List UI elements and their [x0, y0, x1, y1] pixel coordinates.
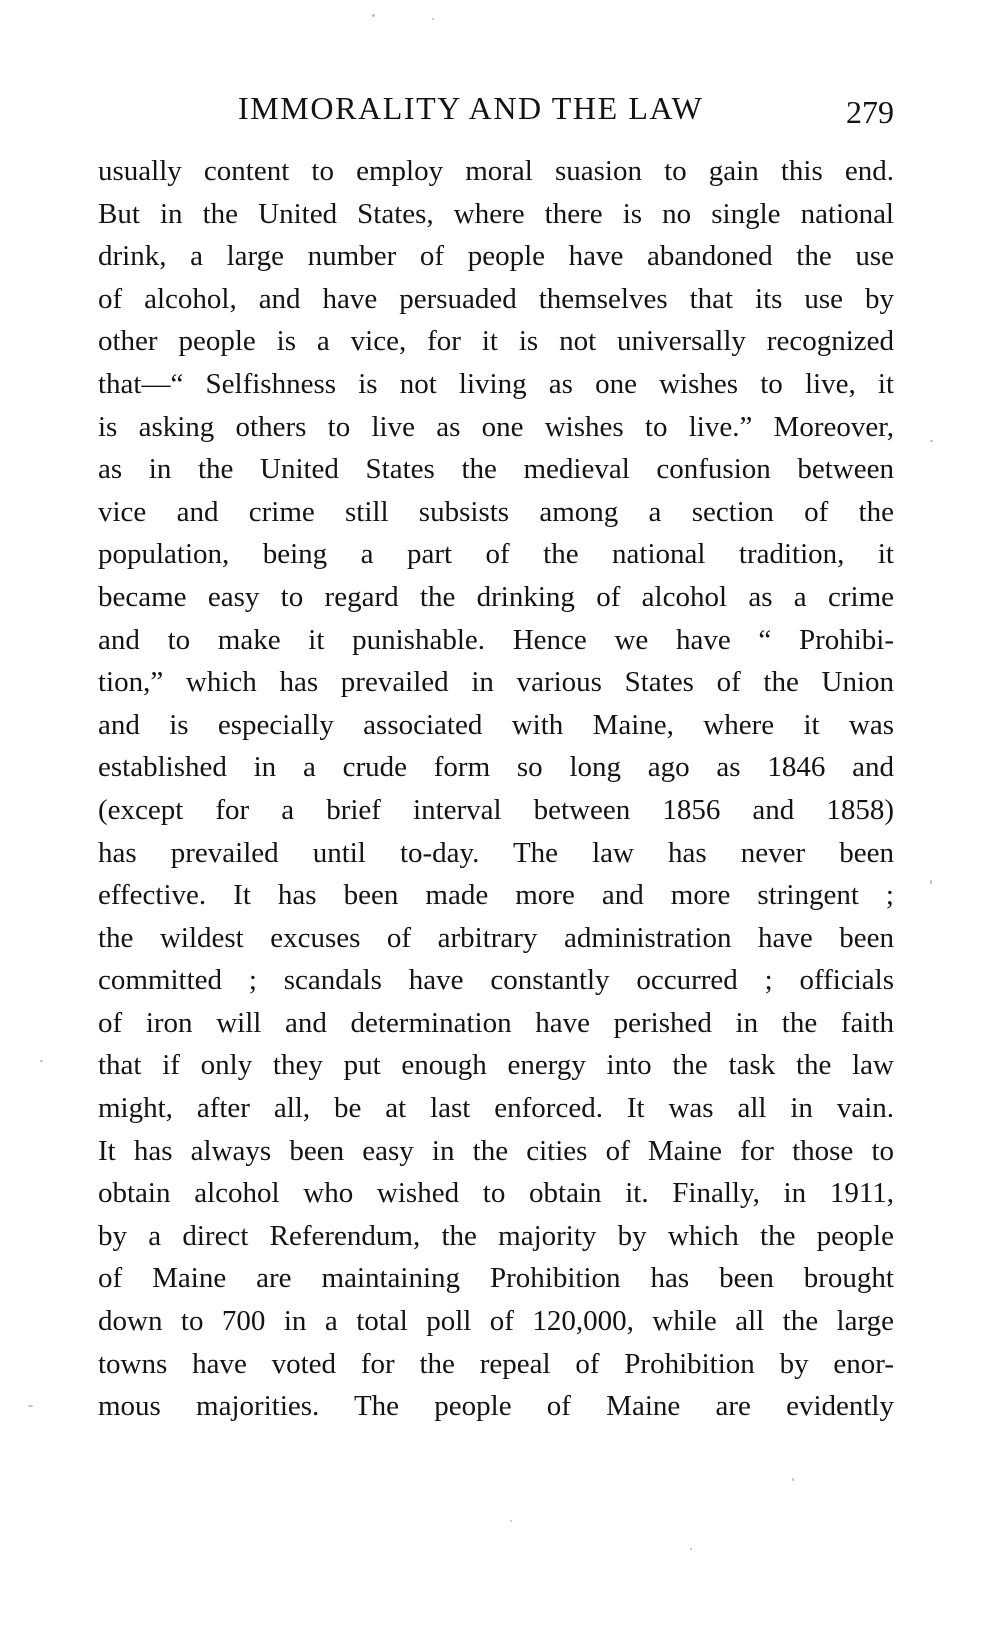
text-line: is asking others to live as one wishes to live.” Moreover, — [98, 410, 894, 443]
running-title: IMMORALITY AND THE LAW — [238, 90, 704, 126]
text-line: of alcohol, and have persuaded themselves that its use by — [98, 282, 894, 315]
text-line: But in the United States, where there is no single national — [98, 197, 894, 230]
text-line: that—“ Selfishness is not living as one wishes to live, it — [98, 367, 894, 400]
text-line: tion,” which has prevailed in various States of the Union — [98, 666, 894, 699]
text-line: It has always been easy in the cities of Maine for those to — [98, 1134, 894, 1167]
text-line: down to 700 in a total poll of 120,000, while all the large — [98, 1305, 894, 1338]
text-line: might, after all, be at last enforced. It was all in vain. — [98, 1092, 894, 1125]
text-line: of iron will and determination have perished in the faith — [98, 1006, 894, 1039]
text-line: obtain alcohol who wished to obtain it. Finally, in 1911, — [98, 1177, 894, 1210]
text-line: became easy to regard the drinking of alcohol as a crime — [98, 580, 894, 613]
text-line: (except for a brief interval between 1856 and 1858) — [98, 793, 894, 826]
body-text — [98, 150, 894, 1428]
text-line: of Maine are maintaining Prohibition has been brought — [98, 1262, 894, 1295]
scan-speck — [792, 1478, 794, 1481]
scan-speck — [930, 440, 933, 442]
text-line: drink, a large number of people have abandoned the use — [98, 240, 894, 273]
text-line: established in a crude form so long ago as 1846 and — [98, 751, 894, 784]
text-line: and is especially associated with Maine, where it was — [98, 708, 894, 741]
text-line: towns have voted for the repeal of Prohibition by enor- — [98, 1347, 894, 1380]
text-line: that if only they put enough energy into the task the law — [98, 1049, 894, 1082]
scan-speck — [40, 1060, 43, 1062]
text-line: other people is a vice, for it is not universally recognized — [98, 325, 894, 358]
text-line: and to make it punishable. Hence we have “ Prohibi- — [98, 623, 894, 656]
text-line: usually content to employ moral suasion to gain this end. — [98, 155, 894, 187]
scan-speck — [372, 14, 375, 17]
text-line: effective. It has been made more and more stringent ; — [98, 879, 894, 912]
scan-speck — [510, 1520, 512, 1522]
scan-speck — [690, 1548, 692, 1550]
text-line: as in the United States the medieval confusion between — [98, 453, 894, 486]
scan-speck — [930, 880, 932, 884]
scan-speck — [28, 1405, 33, 1407]
text-line: has prevailed until to-day. The law has never been — [98, 836, 894, 869]
page-number: 279 — [846, 94, 894, 130]
text-line: committed ; scandals have constantly occurred ; officials — [98, 964, 894, 997]
text-line: the wildest excuses of arbitrary administration have been — [98, 921, 894, 954]
text-line: vice and crime still subsists among a section of the — [98, 495, 894, 528]
text-line: mous majorities. The people of Maine are evidently — [98, 1390, 894, 1423]
running-head — [98, 88, 894, 132]
text-line: by a direct Referendum, the majority by which the people — [98, 1219, 894, 1252]
scan-speck — [432, 18, 434, 20]
text-line: population, being a part of the national tradition, it — [98, 538, 894, 571]
